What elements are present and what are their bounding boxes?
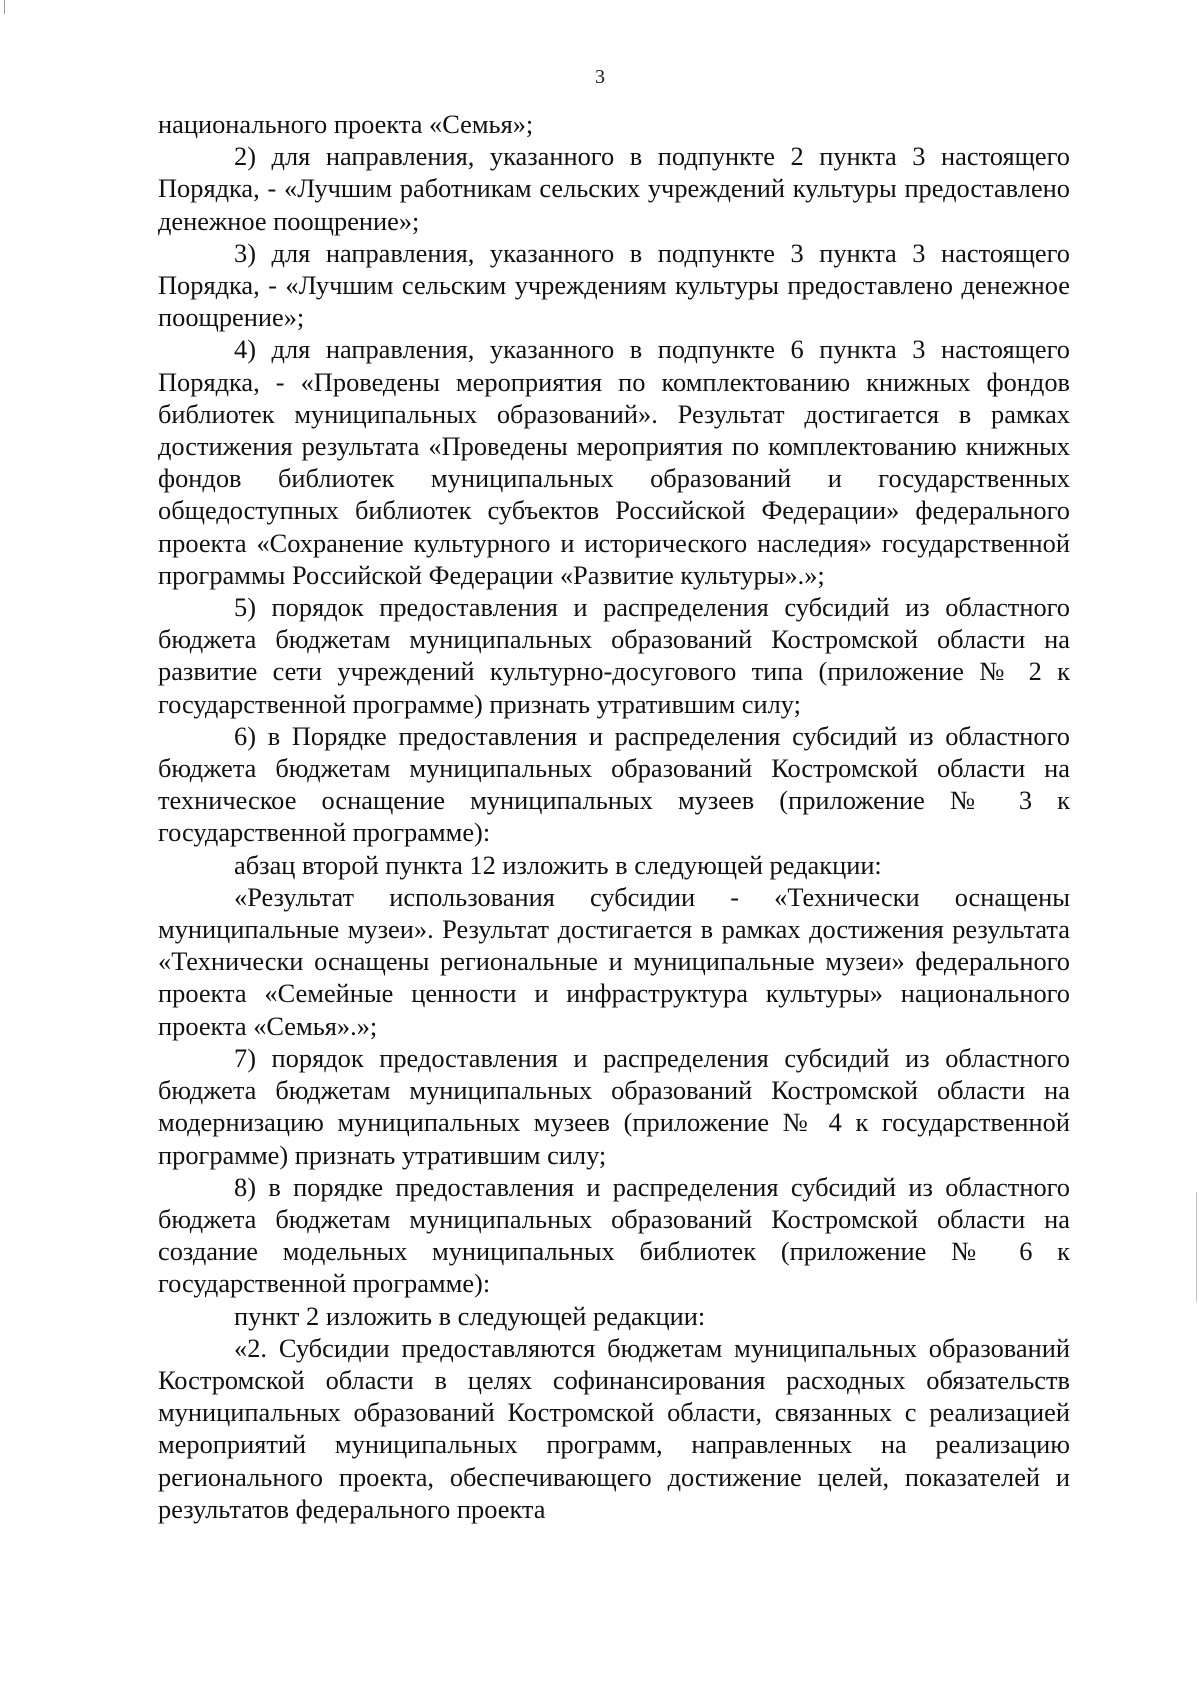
scan-edge-mark <box>1196 1192 1197 1302</box>
page-number: 3 <box>595 66 605 88</box>
paragraph: 3) для направления, указанного в подпункте 3 пункта 3 настоящего Порядка, - «Лучшим сельским учреждениям культуры предоставлено денежное поощрение»; <box>158 237 1070 333</box>
paragraph: национального проекта «Семья»; <box>158 109 534 139</box>
document-body <box>158 108 1070 1525</box>
paragraph: 7) порядок предоставления и распределения субсидий из областного бюджета бюджетам муниципальных образований Костромской области на модернизацию муниципальных музеев (приложение № 4 к государственной программе) признать утратившим силу; <box>158 1042 1070 1170</box>
paragraph: 6) в Порядке предоставления и распределения субсидий из областного бюджета бюджетам муниципальных образований Костромской области на техническое оснащение муниципальных музеев (приложение № 3 к государственной программе): <box>158 720 1070 848</box>
paragraph: абзац второй пункта 12 изложить в следующей редакции: <box>234 849 882 880</box>
paragraph: 4) для направления, указанного в подпункте 6 пункта 3 настоящего Порядка, - «Проведены мероприятия по комплектованию книжных фондов библиотек муниципальных образований». Результат достигается в рамках достижения результата «Проведены мероприятия по комплектованию книжных фондов библиотек муниципальных образований и государственных общедоступных библиотек субъектов Российской Федерации» федерального проекта «Сохранение культурного и исторического наследия» государственной программы Российской Федерации «Развитие культуры».»; <box>158 334 1070 590</box>
scan-edge-mark <box>4 0 5 14</box>
paragraph: 8) в порядке предоставления и распределения субсидий из областного бюджета бюджетам муниципальных образований Костромской области на создание модельных муниципальных библиотек (приложение № 6 к государственной программе): <box>158 1171 1070 1299</box>
paragraph: «Результат использования субсидии - «Технически оснащены муниципальные музеи». Результат достигается в рамках достижения результата «Технически оснащены региональные и муниципальные музеи» федерального проекта «Семейные ценности и инфраструктура культуры» национального проекта «Семья».»; <box>158 881 1070 1041</box>
paragraph: 2) для направления, указанного в подпункте 2 пункта 3 настоящего Порядка, - «Лучшим работникам сельских учреждений культуры предоставлено денежное поощрение»; <box>158 141 1070 236</box>
paragraph: «2. Субсидии предоставляются бюджетам муниципальных образований Костромской области в целях софинансирования расходных обязательств муниципальных образований Костромской области, связанных с реализацией мероприятий муниципальных программ, направленных на реализацию регионального проекта, обеспечивающего достижение целей, показателей и результатов федерального проекта <box>158 1332 1070 1524</box>
paragraph: 5) порядок предоставления и распределения субсидий из областного бюджета бюджетам муниципальных образований Костромской области на развитие сети учреждений культурно-досугового типа (приложение № 2 к государственной программе) признать утратившим силу; <box>158 592 1070 719</box>
paragraph: пункт 2 изложить в следующей редакции: <box>234 1300 706 1331</box>
